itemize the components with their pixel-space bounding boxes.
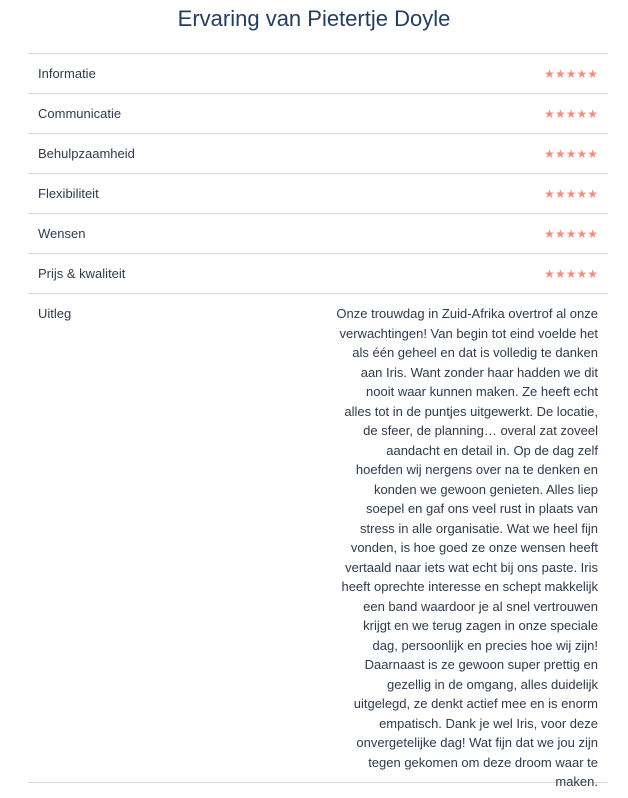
star-icon: ★	[554, 106, 566, 121]
star-icon: ★	[544, 106, 555, 121]
star-rating	[544, 108, 598, 120]
rating-row-behulpzaamheid	[28, 134, 608, 174]
star-icon: ★	[576, 226, 588, 241]
star-rating	[544, 188, 598, 200]
star-rating	[544, 68, 598, 80]
star-icon: ★	[565, 186, 577, 201]
rating-label: Prijs & kwaliteit	[38, 266, 126, 281]
star-icon: ★	[544, 266, 555, 281]
star-icon: ★	[576, 266, 588, 281]
star-icon: ★	[565, 66, 577, 81]
star-icon: ★	[544, 66, 555, 81]
star-icon: ★	[554, 66, 566, 81]
rating-row-prijs-kwaliteit	[28, 254, 608, 294]
star-icon: ★	[576, 146, 588, 161]
star-icon: ★	[576, 66, 588, 81]
rating-row-wensen	[28, 214, 608, 254]
rating-row-communicatie	[28, 94, 608, 134]
explanation-row	[28, 294, 608, 789]
rating-row-flexibiliteit	[28, 174, 608, 214]
star-icon: ★	[554, 226, 566, 241]
star-icon: ★	[544, 146, 555, 161]
rating-label: Informatie	[38, 66, 96, 81]
rating-label: Behulpzaamheid	[38, 146, 135, 161]
star-icon: ★	[576, 186, 588, 201]
star-icon: ★	[554, 146, 566, 161]
rating-label: Wensen	[38, 226, 86, 241]
star-icon: ★	[565, 226, 577, 241]
star-icon: ★	[554, 266, 566, 281]
star-icon: ★	[544, 226, 555, 241]
rating-row-informatie	[28, 54, 608, 94]
explanation-label: Uitleg	[38, 306, 72, 321]
rating-label: Flexibiliteit	[38, 186, 99, 201]
page-title: Ervaring van Pietertje Doyle	[177, 6, 451, 31]
star-icon: ★	[565, 146, 577, 161]
star-icon: ★	[576, 106, 588, 121]
star-icon: ★	[587, 266, 598, 281]
star-icon: ★	[587, 146, 598, 161]
explanation-text: Onze trouwdag in Zuid-Afrika overtrof al onze verwachtingen! Van begin tot eind voelde het als één geheel en dat is volledig te danken aan Iris. Want zonder haar hadden we dit nooit waar kunnen maken. Ze heeft echt alles tot in de puntjes uitgewerkt. De locatie, de sfeer, de planning… overal zat zoveel aandacht en detail in. Op de dag zelf hoefden wij nergens over na te denken en konden we gewoon genieten. Alles liep soepel en gaf ons veel rust in plaats van stress in alle organisatie. Wat we heel fijn vonden, is hoe goed ze onze wensen heeft vertaald naar iets wat echt bij ons paste. Iris heeft oprechte interesse en schept makkelijk een band waardoor je al snel vertrouwen krijgt en we terug zagen in onze speciale dag, persoonlijk en precies hoe wij zijn! Daarnaast is ze gewoon super prettig en gezellig in de omgang, alles duidelijk uitgelegd, ze denkt actief mee en is enorm empatisch. Dank je wel Iris, voor deze onvergetelijke dag! Wat fijn dat we jou zijn tegen gekomen om deze droom waar te maken.	[336, 306, 598, 789]
star-icon: ★	[565, 266, 577, 281]
star-rating	[544, 268, 598, 280]
star-icon: ★	[554, 186, 566, 201]
star-rating	[544, 228, 598, 240]
star-icon: ★	[587, 186, 598, 201]
star-icon: ★	[587, 66, 598, 81]
star-icon: ★	[565, 106, 577, 121]
rating-label: Communicatie	[38, 106, 122, 121]
star-icon: ★	[587, 106, 598, 121]
star-icon: ★	[544, 186, 555, 201]
star-rating	[544, 148, 598, 160]
ratings-table	[28, 53, 608, 789]
star-icon: ★	[587, 226, 598, 241]
